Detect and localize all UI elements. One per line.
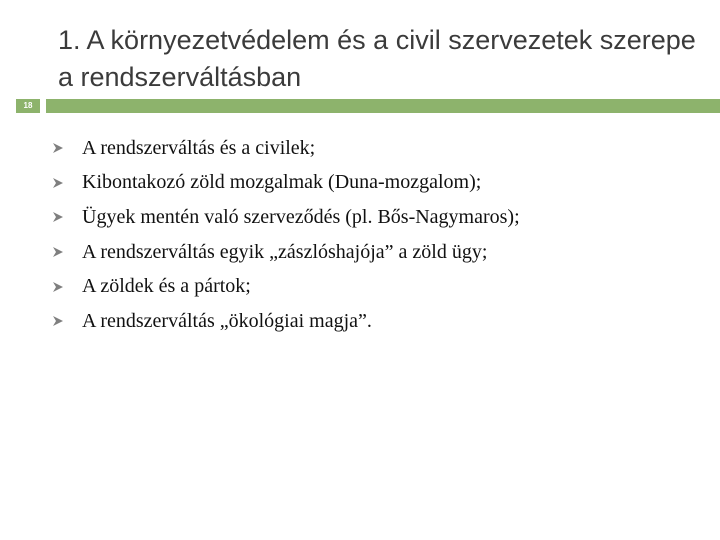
bullet-text: A rendszerváltás „ökológiai magja”. (82, 309, 372, 332)
arrowhead-bullet-icon (52, 142, 82, 154)
slide-title: 1. A környezetvédelem és a civil szervezetek szerepe a rendszerváltásban (58, 25, 696, 92)
bullet-text: A rendszerváltás és a civilek; (82, 136, 316, 159)
arrowhead-bullet-icon (52, 281, 82, 293)
bullet-item (52, 200, 520, 235)
arrowhead-bullet-icon (52, 177, 82, 189)
bullet-item (52, 269, 520, 304)
bullet-item (52, 304, 520, 339)
title-divider-bar (46, 99, 720, 113)
bullet-item (52, 166, 520, 201)
bullet-text: A zöldek és a pártok; (82, 275, 251, 298)
bullet-item (52, 235, 520, 270)
arrowhead-bullet-icon (52, 246, 82, 258)
bullet-text: Kibontakozó zöld mozgalmak (Duna-mozgalom); (82, 171, 482, 194)
bullet-list (52, 131, 520, 339)
arrowhead-bullet-icon (52, 315, 82, 327)
bullet-text: Ügyek mentén való szerveződés (pl. Bős-Nagymaros); (82, 205, 520, 228)
arrowhead-bullet-icon (52, 211, 82, 223)
bullet-text: A rendszerváltás egyik „zászlóshajója” a zöld ügy; (82, 240, 488, 263)
bullet-item (52, 131, 520, 166)
slide-number: 18 (16, 99, 40, 113)
